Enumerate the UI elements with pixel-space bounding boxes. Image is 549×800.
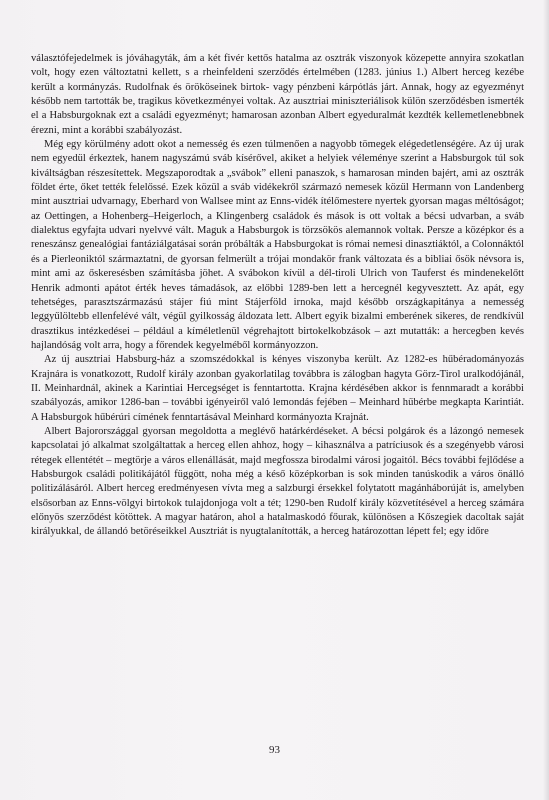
paragraph-4: Albert Bajorországgal gyorsan megoldotta a meglévő határkérdéseket. A bécsi polgárok és a lázongó nemesek kapcsolatai jó alkalmat szolgáltattak a herceg ellen ahhoz, hogy – kihasználva a patríciusok és a szegényebb városi rétegek ellentétét – megtörje a város ellenállását, majd megfossza birodalmi városi jogaitól. Bécs további fejlődése a Habsburgok családi politikájától függött, noha még a késő középkorban is sok minden tanúskodik a város önálló politizálásáról. Albert herceg eredményesen vívta meg a salzburgi érsekkel folytatott magánháborúját is, amelyben elsősorban az Enns-völgyi birtokok tulajdonjoga volt a tét; 1290-ben Rudolf király közvetítésével a herceg számára előnyös szerződést kötöttek. A magyar határon, ahol a hatalmaskodó főurak, különösen a Kőszegiek dacoltak saját királyukkal, de állandó betöréseikkel Ausztriát is nyugtalanították, a herceg határozottan lépett fel; egy időre (31, 425, 524, 538)
page-edge-shadow (543, 0, 549, 800)
paragraph-3: Az új ausztriai Habsburg-ház a szomszédokkal is kényes viszonyba került. Az 1282-es hűbéradományozás Krajnára is vonatkozott, Rudolf király azonban gyakorlatilag továbbra is zálogban hagyta Görz-Tirol uralkodójánál, II. Meinhardnál, akinek a Karintiai Hercegséget is fenntartotta. Krajna kérdésében akkor is fennmaradt a korábbi szabályozás, amikor 1286-ban – további igényeiről való lemondás fejében – Meinhard hűbérbe megkapta Karintiát. A Habsburgok hűbérúri címének fenntartásával Meinhard kormányozta Krajnát. (31, 354, 524, 423)
paragraph-2: Még egy körülmény adott okot a nemesség és ezen túlmenően a nagyobb tömegek elégedetlenségére. Az új urak nem egyedül érkeztek, hanem nagyszámú sváb kísérővel, akiket a helyiek véleménye szerint a Habsburgok túl sok kiváltságban részesítettek. Megszaporodtak a „svábok” elleni panaszok, s hamarosan minden bajért, ami az osztrák földet érte, őket tették felelőssé. Ezek közül a sváb vidékekről származó nemesek közül Hermann von Landenberg mint ausztriai udvarnagy, Eberhard von Wallsee mint az Enns-vidék ítélőmestere nyertek gyorsan magas méltóságot; az Oettingen, a Hohenberg–Heigerloch, a Klingenberg családok és mások is ott voltak a bécsi udvarban, a sváb dialektus egyfajta udvari nyelvvé vált. Maguk a Habsburgok is törzsökös alemannok voltak. Persze a középkor és a reneszánsz genealógiai fantáziálgatásai során próbálták a Habsburgokat is római nemesi dinasztiáktól, a Colonnáktól és a Pierleoniktól származtatni, de gyorsan felmerült a trójai mondakör frank változata és a bibliai ősök névsora is, mint ami az őskeresésben számításba jöhet. A svábokon kívül a dél-tiroli Ulrich von Tauferst és mindenekelőtt Henrik admonti apátot érték heves támadások, az előbbi 1289-ben lett a hercegnél kegyvesztett. Az apát, egy tehetséges, parasztszármazású stájer fiú mint Stájerföld irnoka, majd később országkapitánya a nemesség leggyűlöltebb ellenfelévé vált, végül gyilkosság áldozata lett. Albert egyik bizalmi emberének sikeres, de rendkívül drasztikus intézkedései – például a kíméletlenül végrehajtott birtokelkobzások – azt mutatták: a hercegben kevés hajlandóság volt arra, hogy a főrendek kegyelméből kormányozzon. (31, 139, 524, 351)
paragraph-1: választófejedelmek is jóváhagyták, ám a két fivér kettős hatalma az osztrák viszonyok közepette annyira szokatlan volt, hogy ezen változtatni kellett, s a rheinfeldeni szerződés értelmében (1283. június 1.) Albert herceg kezébe került a kormányzás. Rudolfnak és örököseinek birtok- vagy pénzbeni kárpótlás járt. Annak, hogy az egyezményt később nem tartották be, tragikus következményei voltak. Az ausztriai miniszteriálisok külön szerződésben ismerték el a Habsburgoknak ezt a családi egyezményt; hamarosan azonban Albert egyeduralmát kezdték kellemetlenebbnek érezni, mint a korábbi szabályozást. (31, 53, 524, 136)
body-text (31, 52, 524, 540)
page-number: 93 (269, 744, 280, 756)
